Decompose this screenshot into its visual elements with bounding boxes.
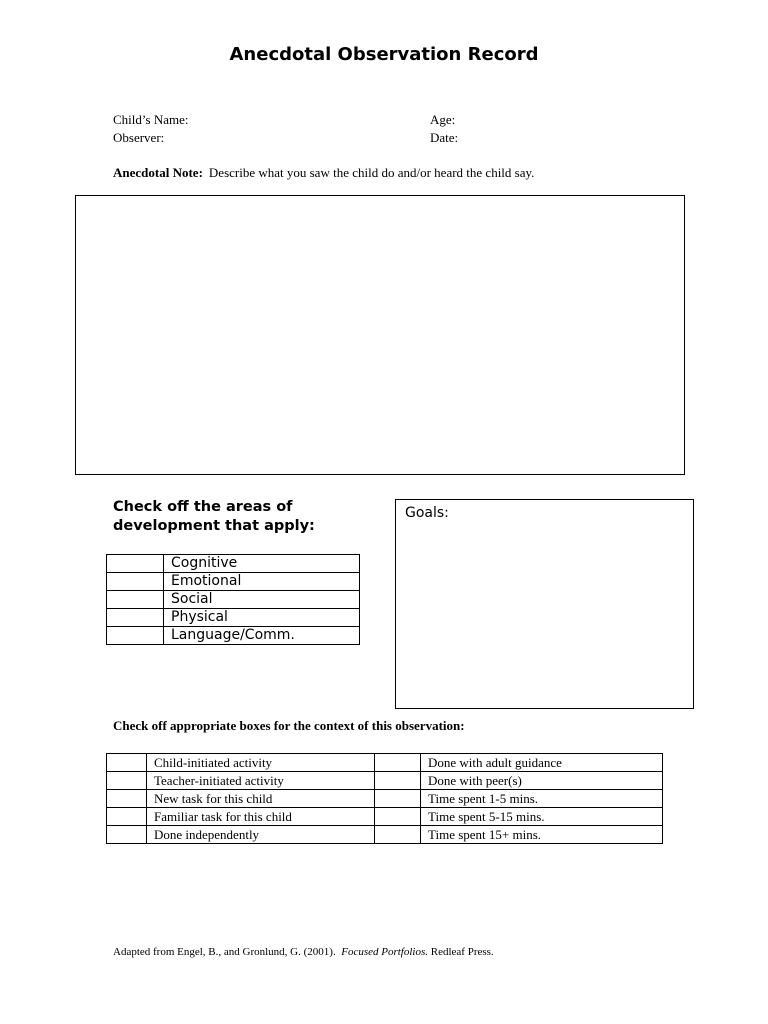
context-checkbox-independently[interactable] [107,826,147,844]
table-row [107,808,663,826]
context-label-adult-guidance: Done with adult guidance [421,754,663,772]
table-row [107,790,663,808]
area-label-emotional: Emotional [164,573,360,591]
citation-prefix: Adapted from Engel, B., and Gronlund, G. (2001). [113,946,336,958]
context-table [106,753,663,844]
anecdotal-note-line [113,165,534,181]
observer-label: Observer: [113,130,165,145]
area-checkbox-cognitive[interactable] [107,555,164,573]
context-checkbox-teacher-initiated[interactable] [107,772,147,790]
anecdotal-note-box[interactable] [75,195,685,475]
context-checkbox-new-task[interactable] [107,790,147,808]
table-row [107,591,360,609]
context-checkbox-time-1-5[interactable] [375,790,421,808]
table-row [107,754,663,772]
goals-label: Goals: [405,505,449,521]
context-label-time-5-15: Time spent 5-15 mins. [421,808,663,826]
area-checkbox-language[interactable] [107,627,164,645]
context-label-new-task: New task for this child [147,790,375,808]
anecdotal-note-instruction: Describe what you saw the child do and/or heard the child say. [208,165,535,180]
area-label-cognitive: Cognitive [164,555,360,573]
development-heading: Check off the areas of development that apply: [113,499,315,534]
area-checkbox-emotional[interactable] [107,573,164,591]
area-label-social: Social [164,591,360,609]
context-checkbox-peers[interactable] [375,772,421,790]
context-heading: Check off appropriate boxes for the context of this observation: [113,718,465,733]
context-label-familiar-task: Familiar task for this child [147,808,375,826]
table-row [107,772,663,790]
area-label-physical: Physical [164,609,360,627]
child-name-label: Child’s Name: [113,112,189,127]
goals-box[interactable] [395,499,694,709]
context-label-time-15-plus: Time spent 15+ mins. [421,826,663,844]
area-checkbox-physical[interactable] [107,609,164,627]
citation-publisher: Redleaf Press. [430,946,494,958]
context-checkbox-familiar-task[interactable] [107,808,147,826]
context-checkbox-time-5-15[interactable] [375,808,421,826]
context-checkbox-time-15-plus[interactable] [375,826,421,844]
table-row [107,826,663,844]
table-row [107,627,360,645]
area-checkbox-social[interactable] [107,591,164,609]
context-label-child-initiated: Child-initiated activity [147,754,375,772]
context-label-time-1-5: Time spent 1-5 mins. [421,790,663,808]
context-label-teacher-initiated: Teacher-initiated activity [147,772,375,790]
context-label-peers: Done with peer(s) [421,772,663,790]
citation-book-title: Focused Portfolios. [341,946,428,958]
context-label-independently: Done independently [147,826,375,844]
page-title: Anecdotal Observation Record [229,44,539,65]
area-label-language: Language/Comm. [164,627,360,645]
table-row [107,555,360,573]
table-row [107,573,360,591]
table-row [107,609,360,627]
citation-footer [113,946,494,958]
development-areas-table [106,554,360,645]
date-label: Date: [430,130,459,145]
context-checkbox-adult-guidance[interactable] [375,754,421,772]
context-checkbox-child-initiated[interactable] [107,754,147,772]
age-label: Age: [430,112,456,127]
anecdotal-note-label: Anecdotal Note: [113,165,203,180]
